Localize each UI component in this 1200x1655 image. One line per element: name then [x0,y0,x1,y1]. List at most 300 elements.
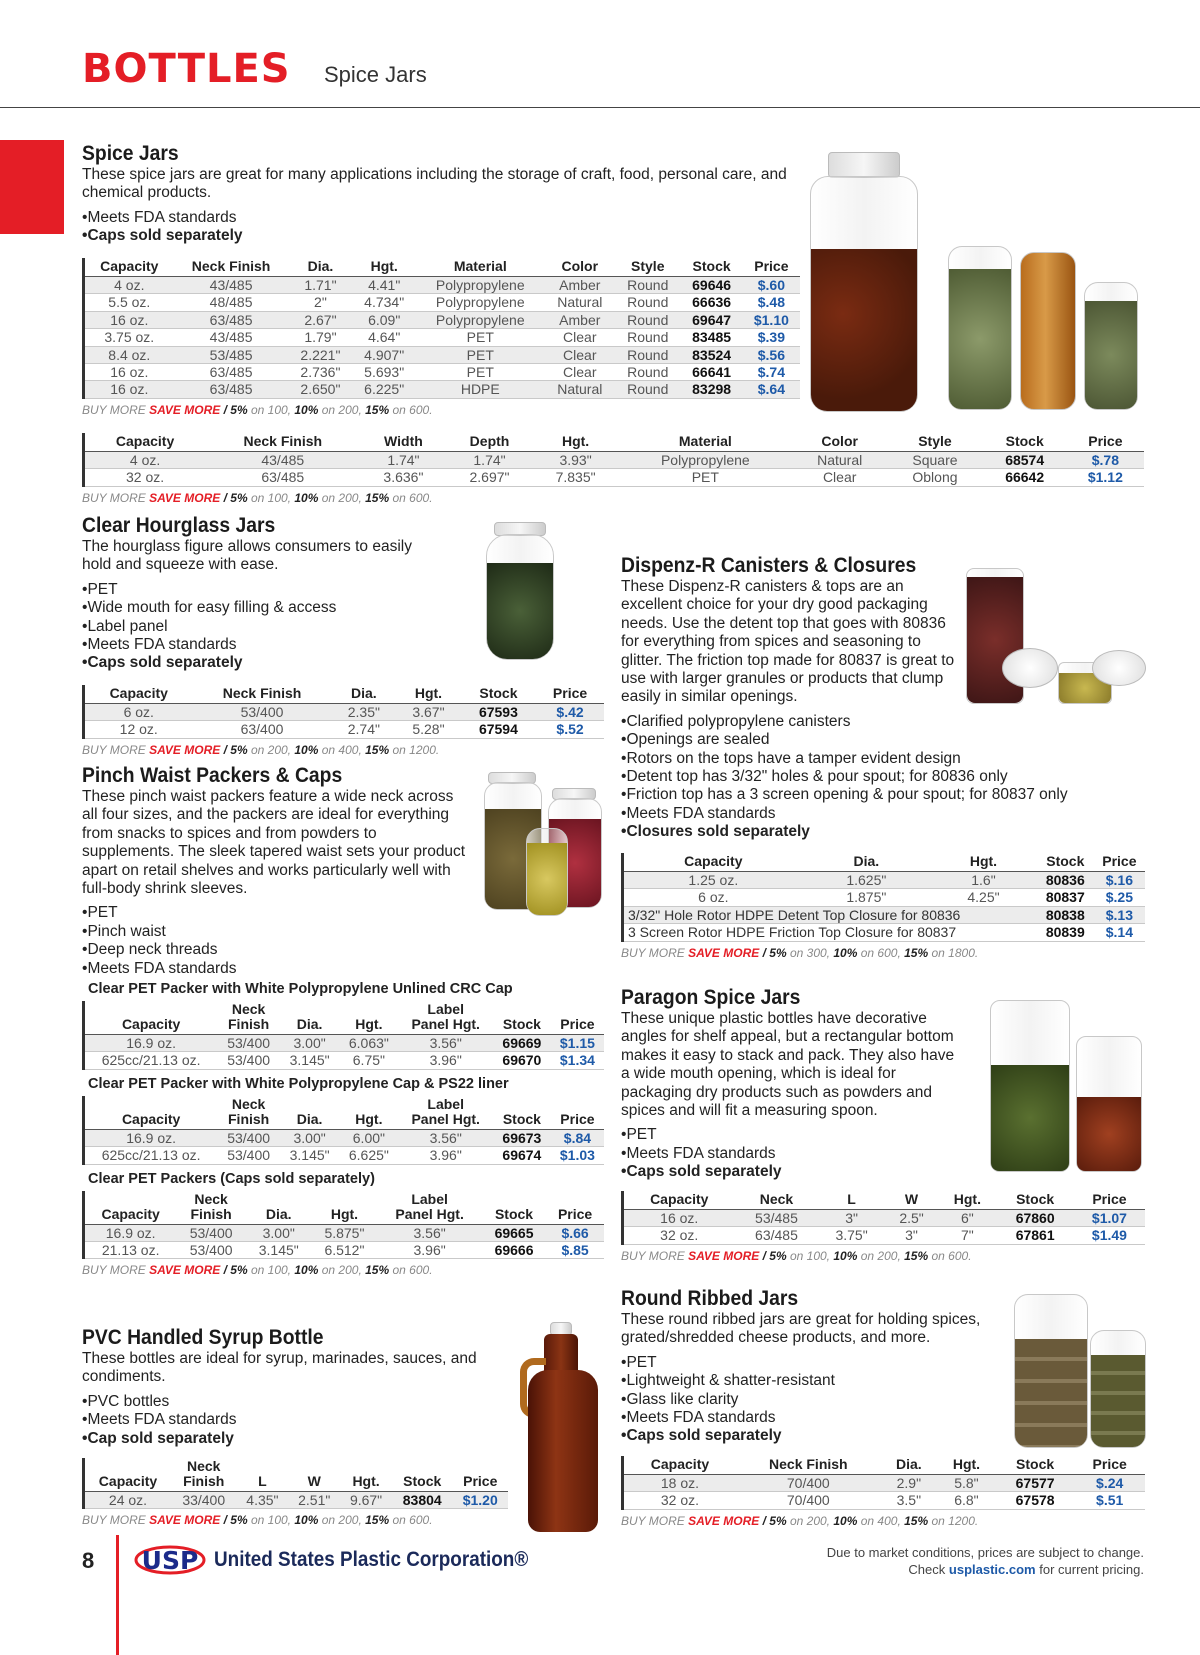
table-cell: $.64 [743,381,800,398]
buy-more-text: 10% [294,1513,319,1528]
table-cell: 53/400 [217,1129,280,1146]
buy-more-text: SAVE MORE [688,1248,760,1263]
buy-more-text: SAVE MORE [149,742,221,757]
table-cell: PET [619,469,792,486]
bullet: • Deep neck threads [82,941,602,959]
table-cell: $1.12 [1067,469,1144,486]
table-header-row [84,1001,605,1035]
spice-jars-table-1-wrap [82,258,800,417]
column-header: Hgt. [340,1458,392,1492]
column-header: Stock [1037,853,1094,872]
bullet: • Caps sold separately [82,654,602,672]
table-cell: 3.636" [360,469,446,486]
column-header: Capacity [623,1191,735,1210]
paragon-title: Paragon Spice Jars [621,986,801,1009]
table-cell: Oblong [887,469,982,486]
header-text: Capacity [121,1016,181,1032]
table-cell: Polypropylene [416,311,544,328]
column-header [176,1191,246,1225]
table-row [84,1242,605,1259]
bullet: • Meets FDA standards [82,960,602,978]
table-cell: 6.225" [352,381,416,398]
table-cell: $.52 [536,721,604,738]
section-spice-jars [82,142,802,246]
table-cell: 3/32" Hole Rotor HDPE Detent Top Closure for 80836 [623,906,1037,923]
table-cell: 67578 [996,1492,1074,1509]
table-cell: 4.35" [236,1492,288,1509]
header-text: Price [557,1205,593,1222]
paragon-table-wrap [621,1191,1145,1263]
table-cell: 53/400 [217,1147,280,1164]
table-cell: 3.96" [399,1052,493,1069]
table-cell: 53/400 [217,1052,280,1069]
table-cell: 53/400 [176,1242,246,1259]
table-cell: Polypropylene [416,294,544,311]
bullet: • Meets FDA standards [82,1411,522,1429]
table-cell: 16 oz. [84,311,174,328]
header-text: Panel Hgt. [411,1016,480,1032]
table-cell: 2.736" [289,364,353,381]
table-cell: 3.96" [377,1242,482,1259]
header-text: Price [560,1016,595,1032]
table-cell: 83804 [392,1492,453,1509]
table-cell: 1.79" [289,329,353,346]
table-cell: 3" [818,1210,884,1227]
pinch-desc: These pinch waist packers feature a wide neck across all four sizes, and the packers are ideal for everything from snacks to spices and from powders to supplements. The sleek tapered waist sets your product apart on retail shelves and works particularly well with full-body shrink sleeves. [82,788,466,898]
table-cell: 53/400 [217,1035,280,1052]
buy-more-text: BUY MORE [621,1248,685,1263]
table-row [623,1227,1146,1244]
table-cell: 69666 [482,1242,546,1259]
header-text: Hgt. [355,1110,383,1127]
table-cell: 63/400 [192,721,331,738]
header-text: Panel Hgt. [395,1205,464,1222]
spice-jars-desc: These spice jars are great for many applications including the storage of craft, food, personal care, and chemical products. [82,166,787,202]
svg-text:USP: USP [141,1546,199,1575]
column-header [246,1191,312,1225]
column-header: Color [792,433,887,452]
dispenz-table-wrap [621,853,1145,960]
syrup-table-wrap [82,1458,508,1527]
table-cell: 3.93" [533,452,619,469]
table-row [84,469,1145,486]
column-header [84,1096,218,1130]
buy-more-note [82,403,800,417]
table-cell: 2.5" [885,1210,939,1227]
table-cell: 2" [289,294,353,311]
table-cell: $1.49 [1074,1227,1145,1244]
table-cell: 43/485 [205,452,360,469]
bullet: • Openings are sealed [621,731,1151,749]
column-header [84,1001,218,1035]
table-cell: 3.145" [280,1147,339,1164]
table-cell: 3 Screen Rotor HDPE Friction Top Closure for 80837 [623,924,1037,941]
table-cell: 63/485 [174,311,289,328]
table-cell: 3.56" [377,1224,482,1241]
header-text: Stock [502,1110,541,1127]
table-cell: Round [615,346,680,363]
header-text: Finish [183,1473,225,1489]
buy-more-text: / 5% [762,945,787,960]
buy-more-text: / 5% [762,1513,787,1528]
buy-more-text: on 600, [860,945,901,960]
table-cell: 3.145" [280,1052,339,1069]
table-cell: 53/400 [192,704,331,721]
spice-jars-product-photo [806,148,1146,413]
buy-more-text: 10% [294,490,319,505]
table-row [623,872,1146,889]
table-row [84,1052,605,1069]
table-row [84,329,801,346]
buy-more-text: SAVE MORE [149,402,221,417]
pinch-table-1 [82,1001,604,1070]
table-cell: 69647 [680,311,742,328]
table-cell: 80837 [1037,889,1094,906]
table-cell: 3.5" [881,1492,937,1509]
table-cell: 16.9 oz. [84,1129,218,1146]
buy-more-text: / 5% [223,402,248,417]
buy-more-text: on 100, [250,1263,292,1278]
syrup-table [82,1458,508,1509]
buy-more-text: on 200, [789,1513,831,1528]
column-header [493,1001,551,1035]
table-cell: 1.25 oz. [623,872,803,889]
column-header: Hgt. [938,1191,996,1210]
table-cell: PET [416,346,544,363]
buy-more-note [82,491,1144,505]
table-cell: Natural [545,294,616,311]
table-cell: 67861 [996,1227,1073,1244]
table-row [623,906,1146,923]
dispenz-table [621,853,1145,942]
table-cell: 21.13 oz. [84,1242,177,1259]
buy-more-text: on 600. [931,1248,972,1263]
buy-more-text: 15% [365,1263,390,1278]
bullet: • PET [621,1126,1151,1144]
buy-more-text: 15% [365,742,390,757]
dispenz-canister-photo [962,566,1148,706]
ribbed-jar-photo [1012,1290,1148,1450]
table-cell: $.56 [743,346,800,363]
table-cell: 32 oz. [623,1227,735,1244]
header-text: Neck [231,1095,266,1112]
dispenz-desc: These Dispenz-R canisters & tops are an excellent choice for your dry good packaging needs. Use the detent top that goes with 80836 for everything from spices and seasoning to glitter. The friction top made for 80837 is great to use with larger granules or products that clump easily in similar openings. [621,578,955,706]
table-cell: $.48 [743,294,800,311]
buy-more-text: BUY MORE [82,1513,146,1528]
table-cell: Clear [792,469,887,486]
column-header [551,1001,604,1035]
pinch-table-3 [82,1191,604,1260]
table-cell: Round [615,381,680,398]
column-header [399,1096,493,1130]
table-cell: 5.875" [312,1224,378,1241]
buy-more-text: 15% [904,945,929,960]
buy-more-text: / 5% [223,490,248,505]
table-cell: 48/485 [174,294,289,311]
table-cell: 1.875" [803,889,930,906]
bullet: • Meets FDA standards [621,805,1151,823]
paragon-jar-photo [984,998,1148,1174]
table-row [623,1210,1146,1227]
table-cell: 80836 [1037,872,1094,889]
column-header: Dia. [881,1456,937,1475]
table-cell: $1.20 [452,1492,508,1509]
table-cell: 67577 [996,1475,1074,1492]
pinch-subheading-2: Clear PET Packer with White Polypropylene Cap & PS22 liner [88,1075,509,1092]
table-cell: 80838 [1037,906,1094,923]
table-cell: 53/400 [176,1224,246,1241]
hourglass-jar-photo [484,522,560,662]
table-cell: $.39 [743,329,800,346]
column-header: Stock [983,433,1067,452]
column-header: Neck [735,1191,819,1210]
header-text: Price [560,1110,595,1127]
table-cell: PET [416,329,544,346]
bullet: • Meets FDA standards [621,1145,1151,1163]
bullet: • Caps sold separately [82,227,802,245]
pinch-tables-wrap [82,981,604,1277]
table-cell: 3.56" [399,1129,493,1146]
buy-more-text: on 200, [321,490,362,505]
bullet: • PET [82,904,602,922]
syrup-bullets [82,1393,522,1448]
notice-pricing: for current pricing. [1039,1562,1144,1577]
table-row [84,1224,605,1241]
buy-more-text: 10% [294,402,319,417]
table-cell: 3.00" [246,1224,312,1241]
buy-more-text: on 200, [321,402,362,417]
table-cell: Natural [792,452,887,469]
buy-more-text: / 5% [223,742,248,757]
table-cell: 80839 [1037,924,1094,941]
table-cell: 83298 [680,381,742,398]
column-header: Width [360,433,446,452]
table-header-row [84,258,801,277]
buy-more-note [621,946,1145,960]
table-cell: Amber [545,311,616,328]
table-cell: 69674 [493,1147,551,1164]
column-header: Hgt. [937,1456,996,1475]
table-cell: $1.10 [743,311,800,328]
buy-more-text: / 5% [223,1263,248,1278]
notice-line-1: Due to market conditions, prices are subject to change. [826,1545,1144,1560]
bullet: • Glass like clarity [621,1391,1151,1409]
header-text: Hgt. [330,1205,359,1222]
table-header-row [623,1191,1146,1210]
table-header-row [84,1096,605,1130]
table-cell: 7.835" [533,469,619,486]
header-text: Neck [231,1001,266,1017]
header-text: Label [427,1095,464,1112]
red-tab-marker [0,140,64,234]
column-header: W [288,1458,340,1492]
column-header [482,1191,546,1225]
table-cell: 1.74" [360,452,446,469]
table-cell: $.51 [1074,1492,1145,1509]
buy-more-text: SAVE MORE [149,1263,221,1278]
column-header [280,1001,339,1035]
table-cell: 6 oz. [84,704,193,721]
buy-more-text: on 600. [392,402,433,417]
column-header [171,1458,237,1492]
spice-jars-bullets [82,209,802,246]
table-cell: Round [615,364,680,381]
table-cell: 67860 [996,1210,1073,1227]
website-link[interactable]: usplastic.com [948,1562,1036,1577]
column-header: Neck Finish [736,1456,881,1475]
buy-more-text: 15% [365,490,390,505]
table-cell: Clear [545,346,616,363]
table-row [623,924,1146,941]
hourglass-table-wrap [82,685,604,757]
buy-more-text: BUY MORE [82,490,146,505]
table-row [84,311,801,328]
column-header: Stock [392,1458,453,1492]
table-cell: 3.56" [399,1035,493,1052]
section-brand-title: BOTTLES [82,46,291,92]
table-cell: 6.512" [312,1242,378,1259]
table-row [84,364,801,381]
bullet: • Label panel [82,618,602,636]
column-header: Hgt. [930,853,1037,872]
pricing-notice [827,1544,1144,1578]
hourglass-desc: The hourglass figure allows consumers to easily hold and squeeze with ease. [82,538,412,574]
buy-more-text: on 400, [860,1513,901,1528]
column-header [551,1096,604,1130]
buy-more-text: BUY MORE [82,402,146,417]
header-text: Finish [228,1016,270,1032]
table-cell: 6" [938,1210,996,1227]
column-header: Capacity [84,1458,171,1492]
buy-more-text: on 600. [392,1513,433,1528]
dispenz-bullets [621,713,1151,842]
table-cell: 6.063" [339,1035,398,1052]
spice-jars-table-2-wrap [82,433,1144,505]
table-cell: 1.74" [446,452,532,469]
table-cell: Round [615,311,680,328]
buy-more-text: BUY MORE [82,742,146,757]
buy-more-text: on 600. [392,1263,433,1278]
table-cell: PET [416,364,544,381]
column-header: L [818,1191,884,1210]
table-cell: $1.34 [551,1052,604,1069]
header-text: Finish [190,1205,232,1222]
buy-more-text: 15% [904,1248,929,1263]
pinch-waist-photo [482,770,604,920]
spice-jars-table-2 [82,433,1144,487]
table-cell: $.60 [743,277,800,294]
table-cell: Clear [545,364,616,381]
column-header: Capacity [623,1456,736,1475]
column-header: Neck Finish [192,685,331,704]
pinch-subheading-1: Clear PET Packer with White Polypropylene Unlined CRC Cap [88,981,513,997]
table-cell: 66636 [680,294,742,311]
column-header [280,1096,339,1130]
column-header: Capacity [623,853,803,872]
buy-more-text: on 100, [250,490,292,505]
table-row [84,704,605,721]
column-header: Neck Finish [174,258,289,277]
table-cell: 12 oz. [84,721,193,738]
column-header: Capacity [84,433,206,452]
buy-more-text: BUY MORE [621,945,685,960]
table-cell: 70/400 [736,1492,881,1509]
table-cell: 5.5 oz. [84,294,174,311]
table-cell: $.25 [1094,889,1145,906]
column-header [339,1001,398,1035]
table-cell: Polypropylene [619,452,792,469]
bullet: • Caps sold separately [621,1163,1151,1181]
table-cell: 6 oz. [623,889,803,906]
table-header-row [623,853,1146,872]
table-cell: 3" [885,1227,939,1244]
table-row [84,294,801,311]
table-cell: 2.74" [332,721,397,738]
table-cell: $.13 [1094,906,1145,923]
buy-more-text: BUY MORE [621,1513,685,1528]
table-cell: 6.00" [339,1129,398,1146]
table-cell: 32 oz. [84,469,206,486]
table-cell: 7" [938,1227,996,1244]
table-cell: 2.35" [332,704,397,721]
table-cell: 5.28" [396,721,461,738]
header-text: Dia. [265,1205,292,1222]
column-header: Dia. [332,685,397,704]
column-header: W [885,1191,939,1210]
table-cell: 43/485 [174,277,289,294]
header-text: Finish [228,1110,270,1127]
table-cell: 625cc/21.13 oz. [84,1052,218,1069]
table-row [84,452,1145,469]
table-row [623,889,1146,906]
column-header: Price [1074,1191,1145,1210]
column-header: Price [452,1458,508,1492]
table-cell: 63/485 [174,381,289,398]
ribbed-desc: These round ribbed jars are great for holding spices, grated/shredded cheese products, and more. [621,1311,981,1347]
table-cell: 4 oz. [84,452,206,469]
table-cell: 16.9 oz. [84,1035,218,1052]
buy-more-note [82,743,604,757]
table-cell: 83485 [680,329,742,346]
buy-more-text: SAVE MORE [688,1513,760,1528]
header-text: Panel Hgt. [411,1110,480,1127]
bullet: • Wide mouth for easy filling & access [82,599,602,617]
column-header: L [236,1458,288,1492]
ribbed-title: Round Ribbed Jars [621,1287,799,1310]
column-header: Price [1074,1456,1145,1475]
buy-more-text: on 200, [250,742,292,757]
table-cell: 53/485 [174,346,289,363]
table-row [84,346,801,363]
column-header: Price [1067,433,1144,452]
column-header [217,1096,280,1130]
bullet: • Lightweight & shatter-resistant [621,1372,1151,1390]
column-header: Stock [461,685,536,704]
syrup-bottle-photo [514,1322,600,1534]
hourglass-table [82,685,604,739]
table-cell: 69646 [680,277,742,294]
column-header [399,1001,493,1035]
header-text: Stock [502,1016,541,1032]
buy-more-text: on 200, [321,1263,362,1278]
bullet: • Meets FDA standards [82,636,602,654]
table-cell: 3.96" [399,1147,493,1164]
table-cell: 16 oz. [84,364,174,381]
table-cell: 1.625" [803,872,930,889]
table-cell: Amber [545,277,616,294]
column-header: Neck Finish [205,433,360,452]
table-cell: HDPE [416,381,544,398]
